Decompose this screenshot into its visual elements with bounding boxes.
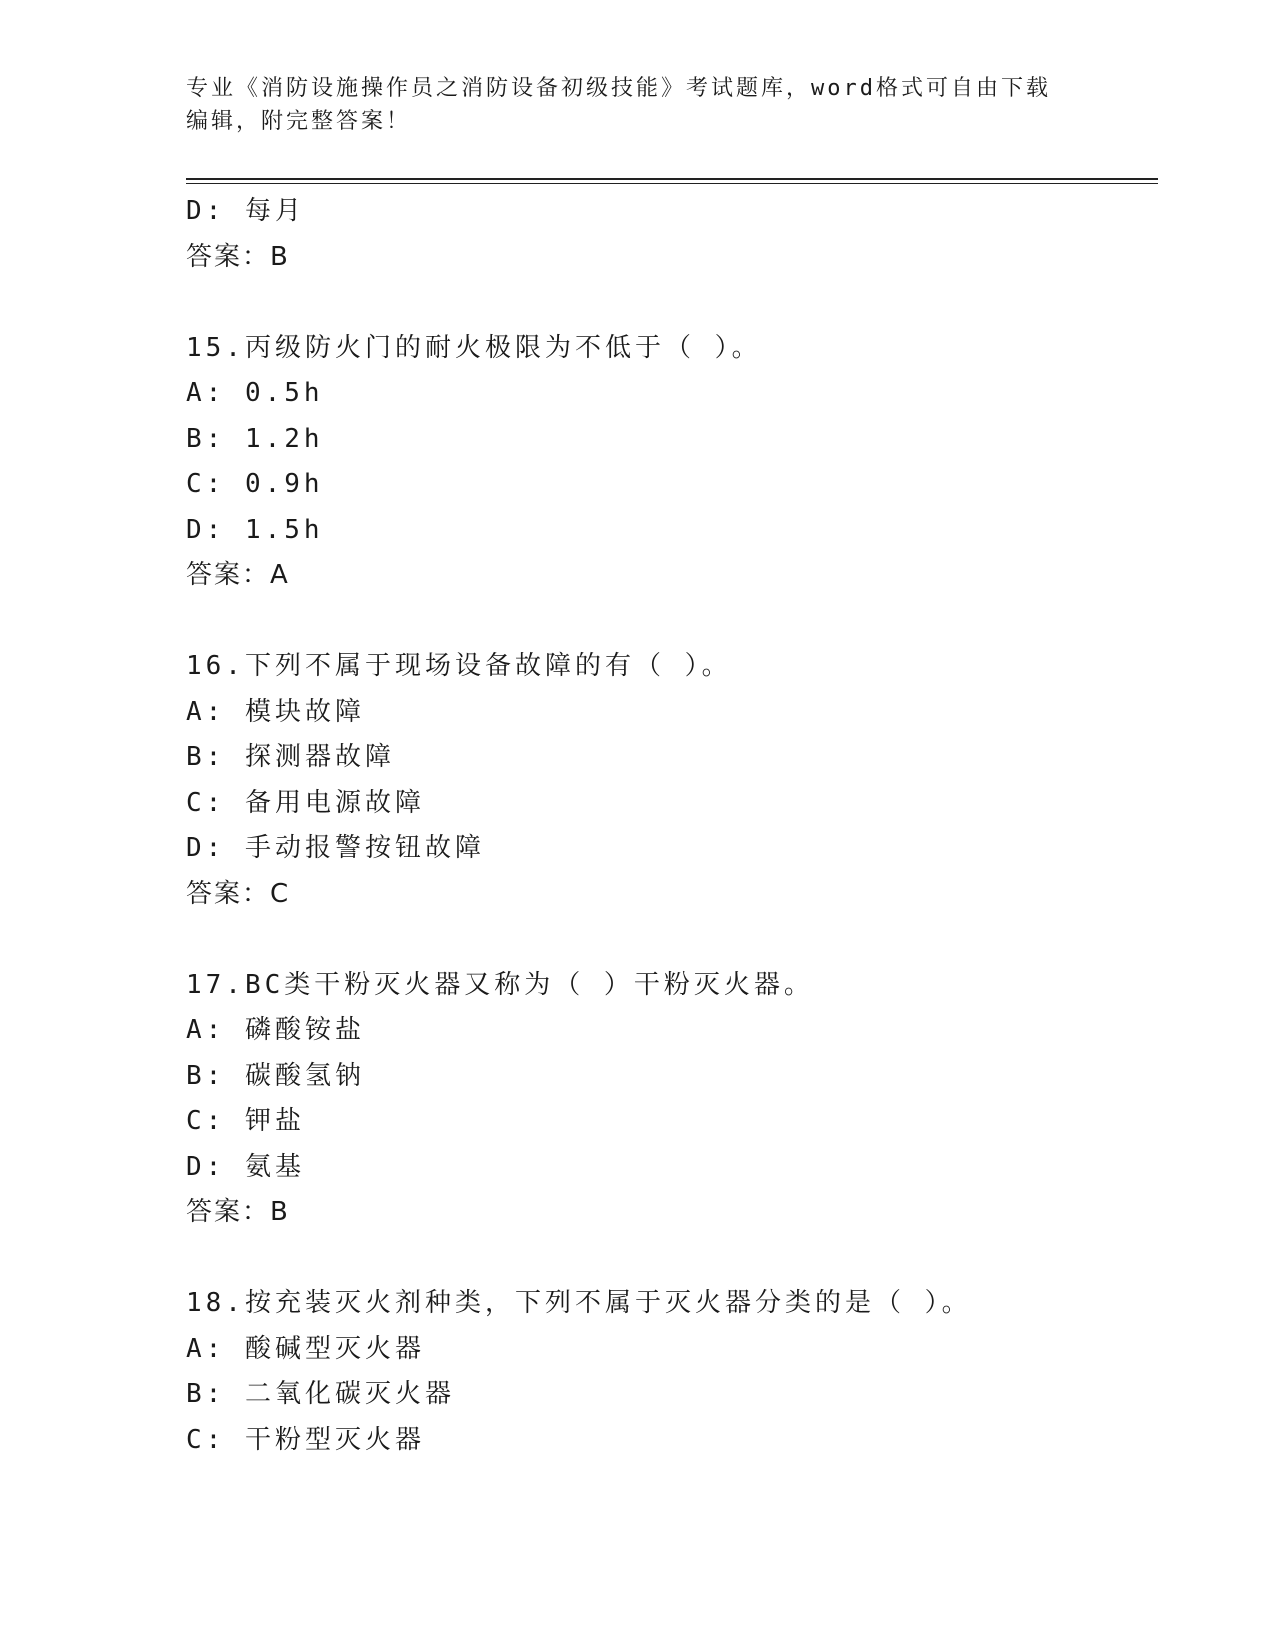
question-15-option-b: B: 1.2h <box>186 423 324 454</box>
option-d: D: 每月 <box>186 196 305 226</box>
question-16-option-c: C: 备用电源故障 <box>186 787 425 818</box>
question-list <box>186 189 1166 1463</box>
question-15-stem: 15.丙级防火门的耐火极限为不低于（ ）。 <box>186 332 762 363</box>
question-16-option-a: A: 模块故障 <box>186 696 365 727</box>
spacer <box>186 599 1166 645</box>
header-rule-thick <box>186 178 1158 180</box>
document-header: 专业《消防设施操作员之消防设备初级技能》考试题库，word格式可自由下载编辑，附完整答案！ <box>186 76 1051 134</box>
question-17-stem: 17.BC类干粉灭火器又称为（ ）干粉灭火器。 <box>186 969 814 1000</box>
question-15-option-d: D: 1.5h <box>186 514 324 545</box>
question-16-stem: 16.下列不属于现场设备故障的有（ ）。 <box>186 651 732 681</box>
question-15-answer: 答案：A <box>186 560 290 590</box>
question-17-option-c: C: 钾盐 <box>186 1106 305 1136</box>
header-rule-thin <box>186 183 1158 184</box>
spacer <box>186 917 1166 963</box>
question-16-answer: 答案：C <box>186 878 291 909</box>
question-17-option-d: D: 氨基 <box>186 1151 305 1182</box>
question-15-option-a: A: 0.5h <box>186 378 324 408</box>
spacer <box>186 280 1166 326</box>
spacer <box>186 1236 1166 1282</box>
question-17-answer: 答案：B <box>186 1197 290 1227</box>
question-18-option-c: C: 干粉型灭火器 <box>186 1424 425 1455</box>
question-18-option-a: A: 酸碱型灭火器 <box>186 1333 425 1364</box>
answer: 答案：B <box>186 241 290 272</box>
question-18-stem: 18.按充装灭火剂种类，下列不属于灭火器分类的是（ ）。 <box>186 1288 972 1318</box>
question-15-option-c: C: 0.9h <box>186 469 324 499</box>
question-17-option-a: A: 磷酸铵盐 <box>186 1015 365 1045</box>
question-16-option-d: D: 手动报警按钮故障 <box>186 833 485 863</box>
question-16-option-b: B: 探测器故障 <box>186 742 395 772</box>
question-17-option-b: B: 碳酸氢钠 <box>186 1060 365 1091</box>
question-18-option-b: B: 二氧化碳灭火器 <box>186 1379 455 1409</box>
